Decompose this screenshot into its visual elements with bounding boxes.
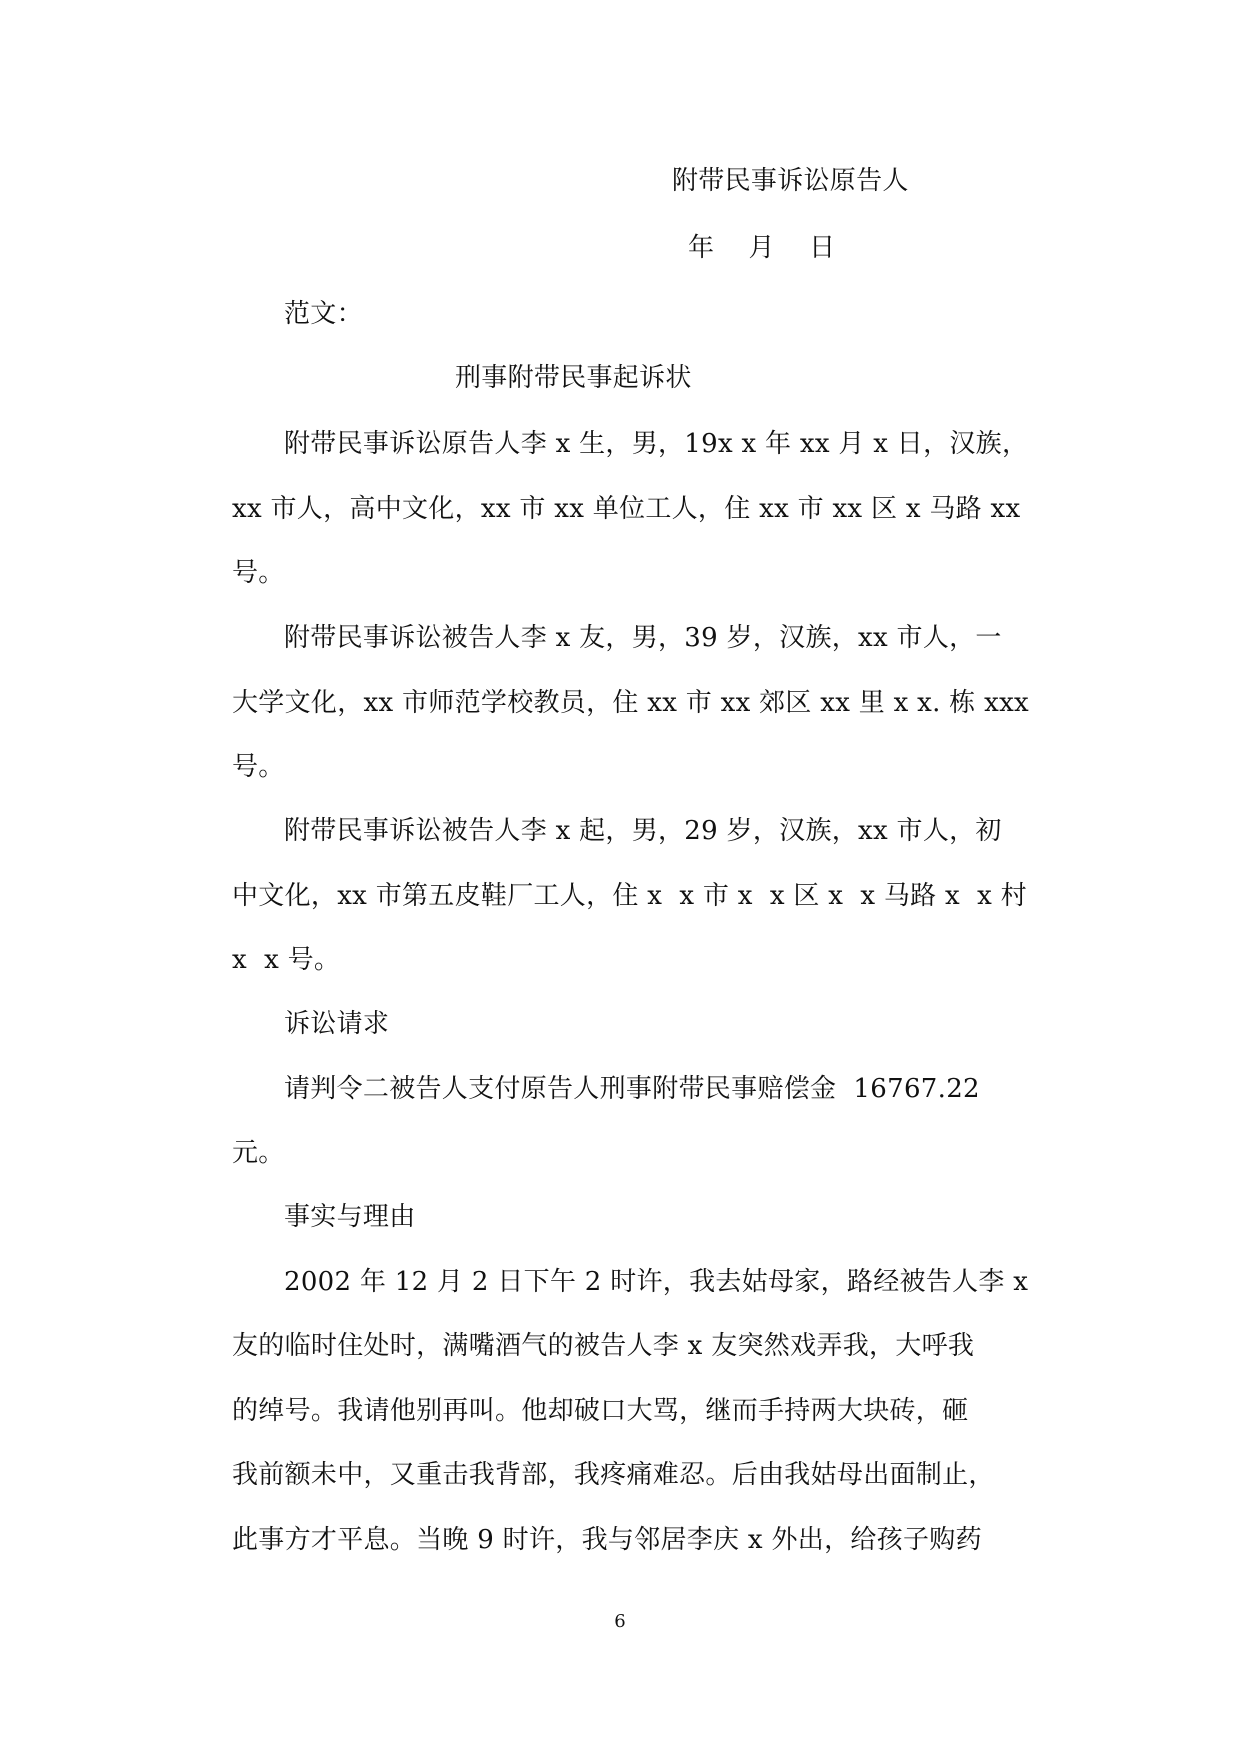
plaintiff-line-2: xx 市人，高中文化，xx 市 xx 单位工人，住 xx 市 xx 区 x 马路 xx — [232, 494, 1021, 524]
sample-label: 范文： — [284, 299, 363, 329]
claims-line-1: 请判令二被告人支付原告人刑事附带民事赔偿金 16767.22 — [284, 1074, 980, 1104]
signature-role: 附带民事诉讼原告人 — [672, 166, 909, 196]
defendant2-line-1: 附带民事诉讼被告人李 x 起，男，29 岁，汉族，xx 市人，初 — [284, 816, 1002, 846]
claims-heading: 诉讼请求 — [284, 1009, 390, 1039]
facts-line-3: 的绰号。我请他别再叫。他却破口大骂，继而手持两大块砖，砸 — [232, 1396, 969, 1426]
facts-heading: 事实与理由 — [284, 1202, 416, 1232]
signature-date: 年 月 日 — [688, 233, 836, 263]
facts-line-4: 我前额未中，又重击我背部，我疼痛难忍。后由我姑母出面制止， — [232, 1460, 995, 1490]
facts-line-1: 2002 年 12 月 2 日下午 2 时许，我去姑母家，路经被告人李 x — [284, 1267, 1029, 1297]
document-title: 刑事附带民事起诉状 — [455, 363, 692, 393]
defendant1-line-3: 号。 — [232, 752, 285, 782]
defendant1-line-1: 附带民事诉讼被告人李 x 友，男，39 岁，汉族，xx 市人，一 — [284, 623, 1002, 653]
defendant2-line-2: 中文化，xx 市第五皮鞋厂工人，住 x x 市 x x 区 x x 马路 x x 村 — [232, 881, 1027, 911]
plaintiff-line-3: 号。 — [232, 558, 285, 588]
facts-line-5: 此事方才平息。当晚 9 时许，我与邻居李庆 x 外出，给孩子购药 — [232, 1525, 982, 1555]
defendant1-line-2: 大学文化，xx 市师范学校教员，住 xx 市 xx 郊区 xx 里 x x. 栋 xxx — [232, 688, 1029, 718]
facts-line-2: 友的临时住处时，满嘴酒气的被告人李 x 友突然戏弄我，大呼我 — [232, 1331, 975, 1361]
plaintiff-line-1: 附带民事诉讼原告人李 x 生，男，19x x 年 xx 月 x 日，汉族， — [284, 429, 1029, 459]
claims-line-2: 元。 — [232, 1138, 285, 1168]
defendant2-line-3: x x 号。 — [232, 945, 341, 975]
page-number: 6 — [614, 1611, 626, 1632]
